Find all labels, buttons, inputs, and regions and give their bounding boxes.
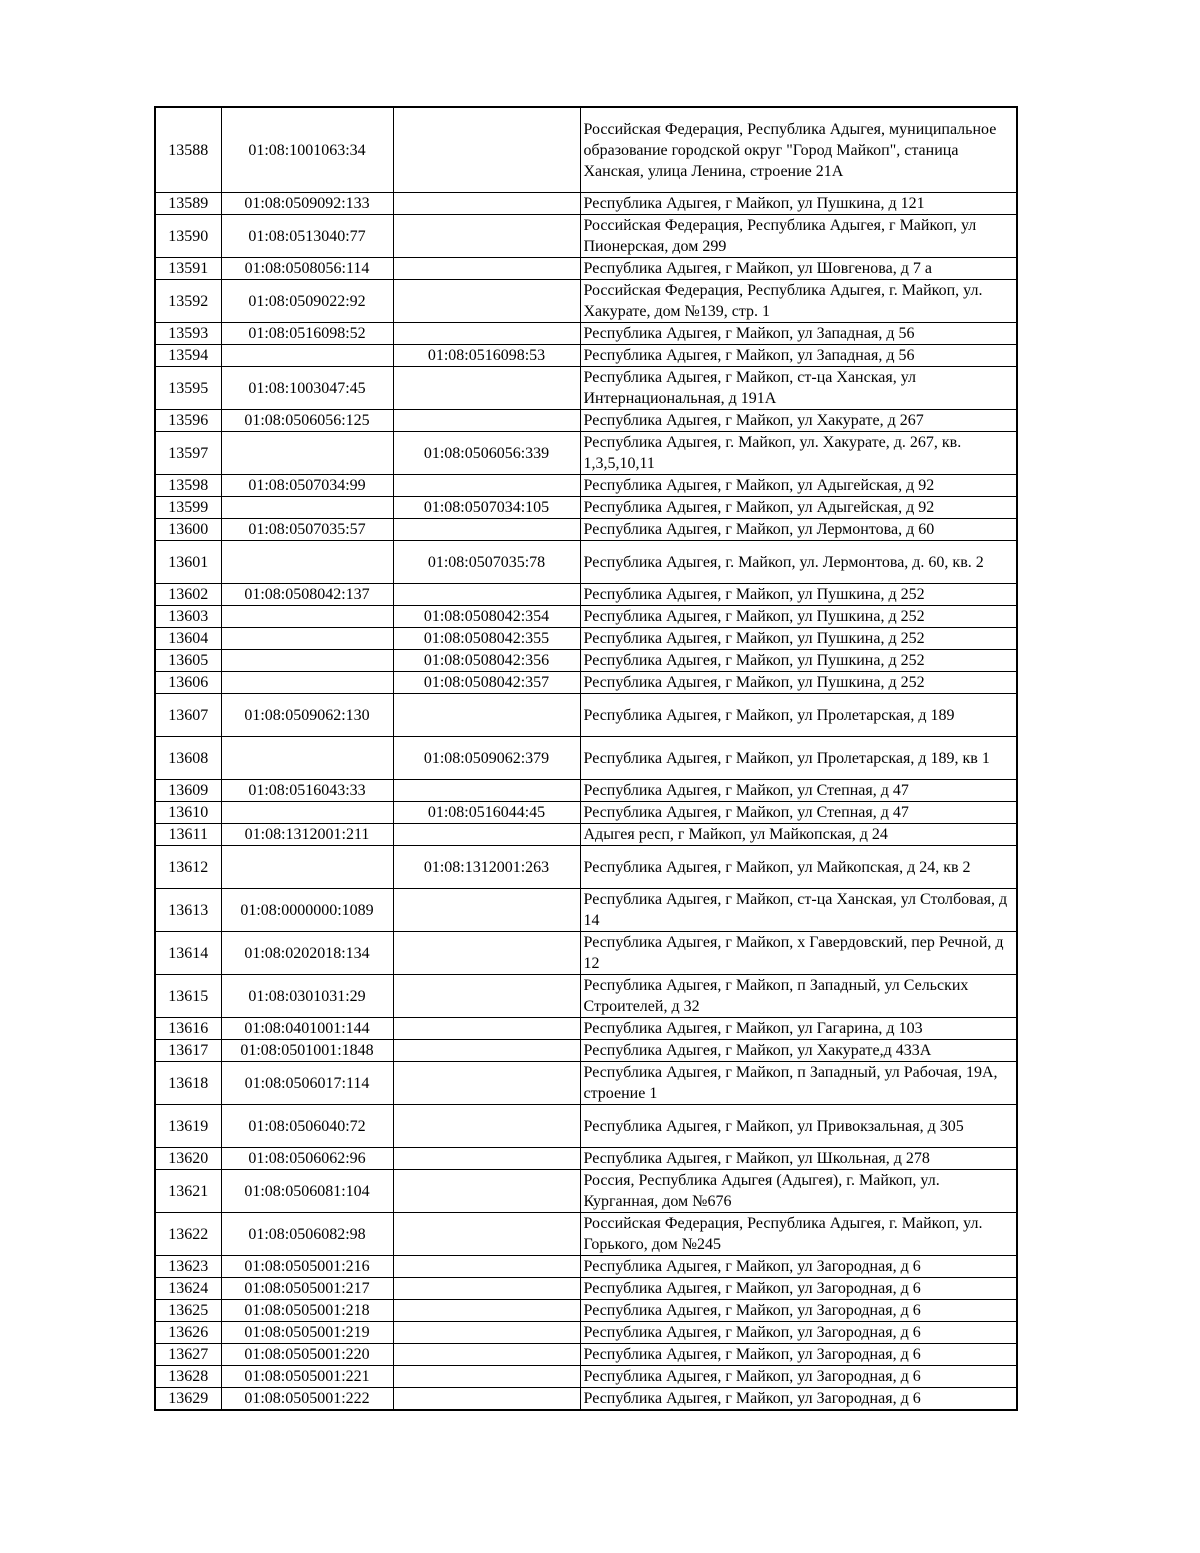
table-row <box>155 1388 1017 1411</box>
cadastral-number-cell: 01:08:0506040:72 <box>221 1105 393 1148</box>
cadastral-number-cell <box>221 432 393 475</box>
cadastral-number-cell: 01:08:0508042:137 <box>221 584 393 606</box>
address-cell: Республика Адыгея, г Майкоп, ул Хакурате,д 433А <box>580 1040 1017 1062</box>
row-number-cell: 13615 <box>155 975 221 1018</box>
table-row <box>155 1062 1017 1105</box>
table-row <box>155 606 1017 628</box>
table-row <box>155 497 1017 519</box>
row-number-cell: 13588 <box>155 107 221 193</box>
related-cadastral-number-cell <box>393 1300 580 1322</box>
row-number-cell: 13627 <box>155 1344 221 1366</box>
row-number-cell: 13612 <box>155 846 221 889</box>
row-number-cell: 13628 <box>155 1366 221 1388</box>
table-row <box>155 1344 1017 1366</box>
row-number-cell: 13626 <box>155 1322 221 1344</box>
cadastral-number-cell <box>221 802 393 824</box>
address-cell: Республика Адыгея, г Майкоп, ул Степная, д 47 <box>580 780 1017 802</box>
cadastral-number-cell: 01:08:1001063:34 <box>221 107 393 193</box>
row-number-cell: 13604 <box>155 628 221 650</box>
table-row <box>155 1105 1017 1148</box>
related-cadastral-number-cell <box>393 1322 580 1344</box>
address-cell: Республика Адыгея, г Майкоп, ул Загородная, д 6 <box>580 1366 1017 1388</box>
row-number-cell: 13601 <box>155 541 221 584</box>
row-number-cell: 13603 <box>155 606 221 628</box>
related-cadastral-number-cell <box>393 107 580 193</box>
related-cadastral-number-cell <box>393 824 580 846</box>
related-cadastral-number-cell <box>393 1388 580 1411</box>
table-row <box>155 519 1017 541</box>
related-cadastral-number-cell <box>393 694 580 737</box>
address-cell: Республика Адыгея, г Майкоп, ул Пушкина, д 252 <box>580 606 1017 628</box>
address-cell: Республика Адыгея, г Майкоп, ул Пушкина, д 252 <box>580 628 1017 650</box>
row-number-cell: 13623 <box>155 1256 221 1278</box>
cadastral-number-cell: 01:08:0505001:218 <box>221 1300 393 1322</box>
address-cell: Республика Адыгея, г Майкоп, ул Загородная, д 6 <box>580 1256 1017 1278</box>
row-number-cell: 13589 <box>155 193 221 215</box>
row-number-cell: 13608 <box>155 737 221 780</box>
related-cadastral-number-cell <box>393 1256 580 1278</box>
cadastral-number-cell: 01:08:0505001:222 <box>221 1388 393 1411</box>
table-row <box>155 1322 1017 1344</box>
table-row <box>155 584 1017 606</box>
address-cell: Республика Адыгея, г Майкоп, х Гавердовский, пер Речной, д 12 <box>580 932 1017 975</box>
address-cell: Республика Адыгея, г Майкоп, ул Западная, д 56 <box>580 323 1017 345</box>
related-cadastral-number-cell <box>393 410 580 432</box>
cadastral-number-cell: 01:08:0516098:52 <box>221 323 393 345</box>
row-number-cell: 13600 <box>155 519 221 541</box>
address-cell: Республика Адыгея, г Майкоп, ул Адыгейская, д 92 <box>580 475 1017 497</box>
row-number-cell: 13617 <box>155 1040 221 1062</box>
registry-table-body <box>155 107 1017 1410</box>
address-cell: Республика Адыгея, г Майкоп, ул Загородная, д 6 <box>580 1278 1017 1300</box>
cadastral-number-cell: 01:08:0505001:220 <box>221 1344 393 1366</box>
table-row <box>155 1018 1017 1040</box>
cadastral-number-cell: 01:08:0505001:221 <box>221 1366 393 1388</box>
address-cell: Республика Адыгея, г Майкоп, ул Хакурате, д 267 <box>580 410 1017 432</box>
cadastral-number-cell: 01:08:0506017:114 <box>221 1062 393 1105</box>
cadastral-number-cell: 01:08:0507034:99 <box>221 475 393 497</box>
cadastral-number-cell: 01:08:0506081:104 <box>221 1170 393 1213</box>
related-cadastral-number-cell: 01:08:0508042:354 <box>393 606 580 628</box>
table-row <box>155 889 1017 932</box>
row-number-cell: 13625 <box>155 1300 221 1322</box>
cadastral-number-cell: 01:08:0508056:114 <box>221 258 393 280</box>
related-cadastral-number-cell <box>393 1018 580 1040</box>
related-cadastral-number-cell <box>393 780 580 802</box>
related-cadastral-number-cell <box>393 932 580 975</box>
table-row <box>155 1148 1017 1170</box>
row-number-cell: 13602 <box>155 584 221 606</box>
property-registry-table <box>154 106 1018 1411</box>
cadastral-number-cell: 01:08:1312001:211 <box>221 824 393 846</box>
row-number-cell: 13620 <box>155 1148 221 1170</box>
cadastral-number-cell: 01:08:0505001:217 <box>221 1278 393 1300</box>
address-cell: Республика Адыгея, г Майкоп, п Западный, ул Рабочая, 19А, строение 1 <box>580 1062 1017 1105</box>
cadastral-number-cell <box>221 497 393 519</box>
related-cadastral-number-cell <box>393 1148 580 1170</box>
cadastral-number-cell: 01:08:0401001:144 <box>221 1018 393 1040</box>
table-row <box>155 410 1017 432</box>
address-cell: Республика Адыгея, г Майкоп, ул Загородная, д 6 <box>580 1344 1017 1366</box>
table-row <box>155 367 1017 410</box>
table-row <box>155 650 1017 672</box>
address-cell: Республика Адыгея, г Майкоп, ул Гагарина, д 103 <box>580 1018 1017 1040</box>
address-cell: Республика Адыгея, г Майкоп, ул Загородная, д 6 <box>580 1300 1017 1322</box>
table-row <box>155 107 1017 193</box>
cadastral-number-cell: 01:08:0509062:130 <box>221 694 393 737</box>
cadastral-number-cell: 01:08:0509022:92 <box>221 280 393 323</box>
row-number-cell: 13609 <box>155 780 221 802</box>
cadastral-number-cell: 01:08:0506056:125 <box>221 410 393 432</box>
row-number-cell: 13591 <box>155 258 221 280</box>
table-row <box>155 824 1017 846</box>
table-row <box>155 258 1017 280</box>
related-cadastral-number-cell: 01:08:0508042:355 <box>393 628 580 650</box>
related-cadastral-number-cell <box>393 193 580 215</box>
related-cadastral-number-cell <box>393 1105 580 1148</box>
address-cell: Республика Адыгея, г Майкоп, п Западный, ул Сельских Строителей, д 32 <box>580 975 1017 1018</box>
table-row <box>155 323 1017 345</box>
table-row <box>155 780 1017 802</box>
address-cell: Республика Адыгея, г Майкоп, ст-ца Ханская, ул Столбовая, д 14 <box>580 889 1017 932</box>
address-cell: Республика Адыгея, г Майкоп, ул Загородная, д 6 <box>580 1388 1017 1411</box>
table-row <box>155 1040 1017 1062</box>
address-cell: Российская Федерация, Республика Адыгея, г. Майкоп, ул. Горького, дом №245 <box>580 1213 1017 1256</box>
related-cadastral-number-cell <box>393 1213 580 1256</box>
row-number-cell: 13606 <box>155 672 221 694</box>
address-cell: Республика Адыгея, г Майкоп, ул Привокзальная, д 305 <box>580 1105 1017 1148</box>
row-number-cell: 13598 <box>155 475 221 497</box>
related-cadastral-number-cell <box>393 475 580 497</box>
cadastral-number-cell <box>221 672 393 694</box>
address-cell: Республика Адыгея, г Майкоп, ул Лермонтова, д 60 <box>580 519 1017 541</box>
cadastral-number-cell: 01:08:0301031:29 <box>221 975 393 1018</box>
cadastral-number-cell <box>221 541 393 584</box>
address-cell: Республика Адыгея, г Майкоп, ул Школьная, д 278 <box>580 1148 1017 1170</box>
row-number-cell: 13621 <box>155 1170 221 1213</box>
row-number-cell: 13605 <box>155 650 221 672</box>
cadastral-number-cell <box>221 606 393 628</box>
row-number-cell: 13599 <box>155 497 221 519</box>
table-row <box>155 541 1017 584</box>
address-cell: Республика Адыгея, г Майкоп, ул Адыгейская, д 92 <box>580 497 1017 519</box>
table-row <box>155 737 1017 780</box>
table-row <box>155 1213 1017 1256</box>
cadastral-number-cell <box>221 846 393 889</box>
table-row <box>155 672 1017 694</box>
row-number-cell: 13590 <box>155 215 221 258</box>
address-cell: Республика Адыгея, г Майкоп, ст-ца Ханская, ул Интернациональная, д 191А <box>580 367 1017 410</box>
address-cell: Республика Адыгея, г. Майкоп, ул. Лермонтова, д. 60, кв. 2 <box>580 541 1017 584</box>
table-row <box>155 975 1017 1018</box>
table-row <box>155 802 1017 824</box>
address-cell: Республика Адыгея, г Майкоп, ул Пролетарская, д 189, кв 1 <box>580 737 1017 780</box>
table-row <box>155 694 1017 737</box>
related-cadastral-number-cell <box>393 584 580 606</box>
cadastral-number-cell: 01:08:0509092:133 <box>221 193 393 215</box>
row-number-cell: 13614 <box>155 932 221 975</box>
related-cadastral-number-cell <box>393 323 580 345</box>
table-row <box>155 1170 1017 1213</box>
table-row <box>155 628 1017 650</box>
address-cell: Республика Адыгея, г Майкоп, ул Майкопская, д 24, кв 2 <box>580 846 1017 889</box>
row-number-cell: 13592 <box>155 280 221 323</box>
row-number-cell: 13619 <box>155 1105 221 1148</box>
address-cell: Республика Адыгея, г Майкоп, ул Степная, д 47 <box>580 802 1017 824</box>
table-row <box>155 846 1017 889</box>
cadastral-number-cell: 01:08:0505001:216 <box>221 1256 393 1278</box>
table-row <box>155 280 1017 323</box>
address-cell: Республика Адыгея, г Майкоп, ул Шовгенова, д 7 а <box>580 258 1017 280</box>
cadastral-number-cell: 01:08:0000000:1089 <box>221 889 393 932</box>
related-cadastral-number-cell: 01:08:0508042:356 <box>393 650 580 672</box>
related-cadastral-number-cell <box>393 367 580 410</box>
address-cell: Республика Адыгея, г Майкоп, ул Пушкина, д 121 <box>580 193 1017 215</box>
related-cadastral-number-cell <box>393 215 580 258</box>
address-cell: Республика Адыгея, г. Майкоп, ул. Хакурате, д. 267, кв. 1,3,5,10,11 <box>580 432 1017 475</box>
table-row <box>155 193 1017 215</box>
cadastral-number-cell: 01:08:0505001:219 <box>221 1322 393 1344</box>
address-cell: Республика Адыгея, г Майкоп, ул Пролетарская, д 189 <box>580 694 1017 737</box>
row-number-cell: 13593 <box>155 323 221 345</box>
table-row <box>155 1300 1017 1322</box>
row-number-cell: 13594 <box>155 345 221 367</box>
related-cadastral-number-cell: 01:08:0516098:53 <box>393 345 580 367</box>
cadastral-number-cell: 01:08:0506062:96 <box>221 1148 393 1170</box>
cadastral-number-cell: 01:08:0202018:134 <box>221 932 393 975</box>
related-cadastral-number-cell <box>393 1170 580 1213</box>
table-row <box>155 1366 1017 1388</box>
row-number-cell: 13618 <box>155 1062 221 1105</box>
row-number-cell: 13629 <box>155 1388 221 1411</box>
table-row <box>155 345 1017 367</box>
table-row <box>155 475 1017 497</box>
cadastral-number-cell: 01:08:0507035:57 <box>221 519 393 541</box>
row-number-cell: 13610 <box>155 802 221 824</box>
row-number-cell: 13613 <box>155 889 221 932</box>
table-row <box>155 932 1017 975</box>
row-number-cell: 13622 <box>155 1213 221 1256</box>
related-cadastral-number-cell <box>393 889 580 932</box>
related-cadastral-number-cell: 01:08:1312001:263 <box>393 846 580 889</box>
related-cadastral-number-cell: 01:08:0506056:339 <box>393 432 580 475</box>
row-number-cell: 13595 <box>155 367 221 410</box>
cadastral-number-cell: 01:08:0516043:33 <box>221 780 393 802</box>
address-cell: Российская Федерация, Республика Адыгея, г Майкоп, ул Пионерская, дом 299 <box>580 215 1017 258</box>
cadastral-number-cell <box>221 737 393 780</box>
cadastral-number-cell <box>221 650 393 672</box>
related-cadastral-number-cell <box>393 1062 580 1105</box>
row-number-cell: 13607 <box>155 694 221 737</box>
related-cadastral-number-cell: 01:08:0509062:379 <box>393 737 580 780</box>
address-cell: Российская Федерация, Республика Адыгея, г. Майкоп, ул. Хакурате, дом №139, стр. 1 <box>580 280 1017 323</box>
address-cell: Республика Адыгея, г Майкоп, ул Западная, д 56 <box>580 345 1017 367</box>
related-cadastral-number-cell <box>393 1278 580 1300</box>
row-number-cell: 13624 <box>155 1278 221 1300</box>
related-cadastral-number-cell: 01:08:0507035:78 <box>393 541 580 584</box>
cadastral-number-cell: 01:08:0506082:98 <box>221 1213 393 1256</box>
address-cell: Республика Адыгея, г Майкоп, ул Пушкина, д 252 <box>580 672 1017 694</box>
related-cadastral-number-cell <box>393 258 580 280</box>
address-cell: Россия, Республика Адыгея (Адыгея), г. Майкоп, ул. Курганная, дом №676 <box>580 1170 1017 1213</box>
table-row <box>155 215 1017 258</box>
cadastral-number-cell: 01:08:0501001:1848 <box>221 1040 393 1062</box>
address-cell: Российская Федерация, Республика Адыгея, муниципальное образование городской округ "Город Майкоп", станица Ханская, улица Ленина, строение 21А <box>580 107 1017 193</box>
row-number-cell: 13596 <box>155 410 221 432</box>
cadastral-number-cell <box>221 628 393 650</box>
table-row <box>155 432 1017 475</box>
related-cadastral-number-cell: 01:08:0516044:45 <box>393 802 580 824</box>
address-cell: Республика Адыгея, г Майкоп, ул Загородная, д 6 <box>580 1322 1017 1344</box>
related-cadastral-number-cell <box>393 1366 580 1388</box>
cadastral-number-cell: 01:08:1003047:45 <box>221 367 393 410</box>
cadastral-number-cell: 01:08:0513040:77 <box>221 215 393 258</box>
row-number-cell: 13611 <box>155 824 221 846</box>
related-cadastral-number-cell <box>393 280 580 323</box>
table-row <box>155 1278 1017 1300</box>
related-cadastral-number-cell <box>393 975 580 1018</box>
table-row <box>155 1256 1017 1278</box>
related-cadastral-number-cell <box>393 519 580 541</box>
address-cell: Адыгея респ, г Майкоп, ул Майкопская, д 24 <box>580 824 1017 846</box>
address-cell: Республика Адыгея, г Майкоп, ул Пушкина, д 252 <box>580 650 1017 672</box>
related-cadastral-number-cell: 01:08:0508042:357 <box>393 672 580 694</box>
address-cell: Республика Адыгея, г Майкоп, ул Пушкина, д 252 <box>580 584 1017 606</box>
related-cadastral-number-cell: 01:08:0507034:105 <box>393 497 580 519</box>
row-number-cell: 13597 <box>155 432 221 475</box>
related-cadastral-number-cell <box>393 1344 580 1366</box>
cadastral-number-cell <box>221 345 393 367</box>
row-number-cell: 13616 <box>155 1018 221 1040</box>
related-cadastral-number-cell <box>393 1040 580 1062</box>
